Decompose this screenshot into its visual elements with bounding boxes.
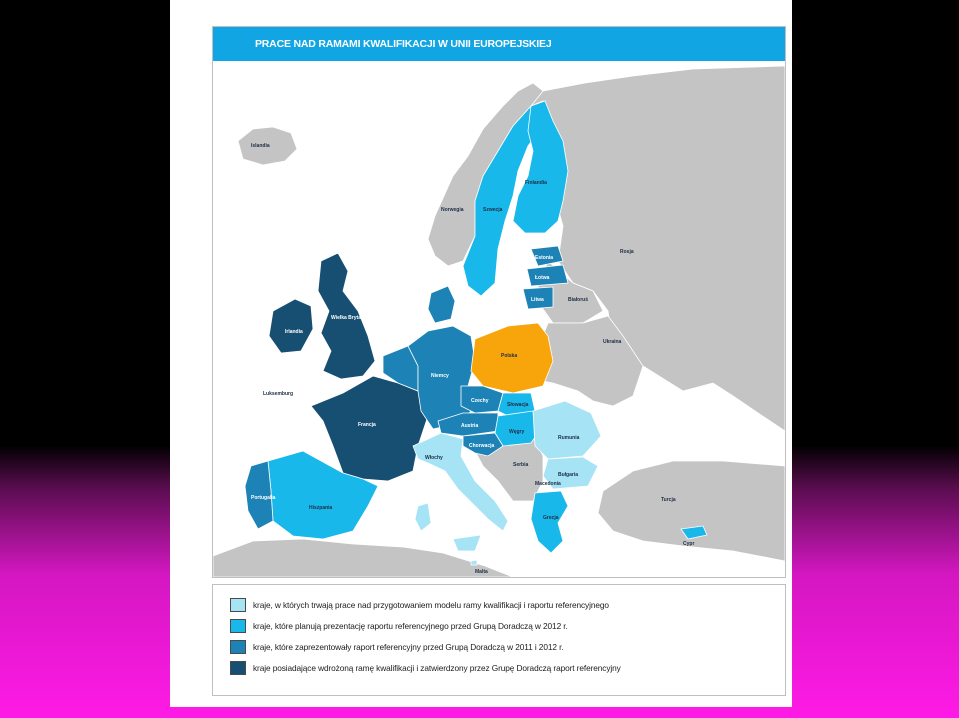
label-wlochy: Włochy <box>425 455 443 461</box>
label-niemcy: Niemcy <box>431 373 449 379</box>
label-finlandia: Finlandia <box>525 180 547 186</box>
legend-text: kraje, w których trwają prace nad przygotowaniem modelu ramy kwalifikacji i raportu referencyjnego <box>253 600 609 610</box>
legend-text: kraje posiadające wdrożoną ramę kwalifikacji i zatwierdzony przez Grupę Doradczą raport referencyjny <box>253 663 621 673</box>
title-bar <box>213 27 785 61</box>
legend-item <box>230 619 568 633</box>
label-malta: Malta <box>475 569 488 575</box>
label-lotwa: Łotwa <box>535 275 550 281</box>
label-turcja: Turcja <box>661 497 676 503</box>
label-austria: Austria <box>461 423 479 429</box>
label-francja: Francja <box>358 422 376 428</box>
label-wielka-brytania: Wielka Brytania <box>331 315 369 321</box>
label-chorwacja: Chorwacja <box>469 443 495 449</box>
legend-text: kraje, które zaprezentowały raport referencyjny przed Grupą Doradczą w 2011 i 2012 r. <box>253 642 564 652</box>
label-szwecja: Szwecja <box>483 207 503 213</box>
label-rumunia: Rumunia <box>558 435 580 441</box>
sicily-region <box>453 535 481 551</box>
label-czechy: Czechy <box>471 398 489 404</box>
label-estonia: Estonia <box>535 255 554 261</box>
label-cypr: Cypr <box>683 541 695 547</box>
label-islandia: Islandia <box>251 143 270 149</box>
label-ukraina: Ukraina <box>603 339 622 345</box>
label-serbia: Serbia <box>513 462 529 468</box>
legend-swatch <box>230 640 246 654</box>
label-irlandia: Irlandia <box>285 329 303 335</box>
label-hiszpania: Hiszpania <box>309 505 333 511</box>
label-polska: Polska <box>501 353 518 359</box>
label-luksemburg: Luksemburg <box>263 391 294 397</box>
sardinia-region <box>415 503 431 531</box>
label-litwa: Litwa <box>531 297 544 303</box>
malta-region <box>471 560 477 565</box>
label-portugalia: Portugalia <box>251 495 276 501</box>
map-figure <box>212 26 786 578</box>
label-bialorus: Białoruś <box>568 297 589 303</box>
label-bulgaria: Bułgaria <box>558 472 579 478</box>
romania-region <box>533 401 601 459</box>
label-norwegia: Norwegia <box>441 207 464 213</box>
label-rosja: Rosja <box>620 249 634 255</box>
legend-swatch <box>230 598 246 612</box>
map-legend <box>212 584 786 696</box>
greece-region <box>531 491 568 553</box>
legend-swatch <box>230 661 246 675</box>
denmark-region <box>428 286 455 323</box>
legend-item <box>230 640 563 654</box>
label-macedonia: Macedonia <box>535 481 561 487</box>
ireland-region <box>269 299 313 353</box>
label-grecja: Grecja <box>543 515 559 521</box>
europe-map <box>213 61 785 577</box>
legend-item <box>230 598 609 612</box>
legend-swatch <box>230 619 246 633</box>
label-slowacja: Słowacja <box>507 402 529 408</box>
map-title: PRACE NAD RAMAMI KWALIFIKACJI W UNII EUROPEJSKIEJ <box>255 38 552 50</box>
legend-text: kraje, które planują prezentację raportu referencyjnego przed Grupą Doradczą w 2012 r. <box>253 621 568 631</box>
label-wegry: Węgry <box>509 429 525 435</box>
legend-item <box>230 661 621 675</box>
